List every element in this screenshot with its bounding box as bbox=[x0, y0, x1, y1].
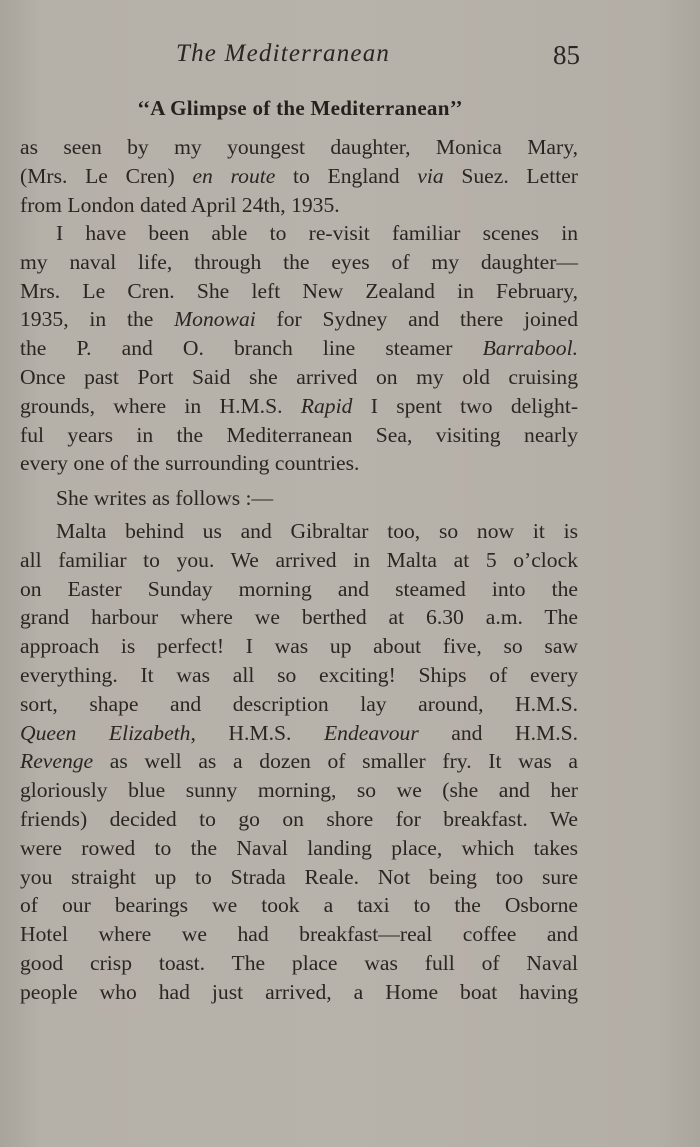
text-line: sort, shape and description lay around, H.M.S. bbox=[20, 691, 578, 716]
text-line: Revenge as well as a dozen of smaller fry. It was a bbox=[20, 749, 578, 774]
text-line: Hotel where we had breakfast—real coffee and bbox=[20, 922, 578, 947]
text-line: on Easter Sunday morning and steamed into the bbox=[20, 576, 578, 601]
text-line: She writes as follows :— bbox=[56, 486, 274, 510]
text-line: of our bearings we took a taxi to the Osborne bbox=[20, 893, 578, 918]
paragraph-lead-in bbox=[20, 484, 578, 513]
text-line: every one of the surrounding countries. bbox=[20, 451, 360, 476]
text-line: as seen by my youngest daughter, Monica Mary, bbox=[20, 135, 578, 159]
text-line: ful years in the Mediterranean Sea, visiting nearly bbox=[20, 422, 578, 447]
text-line: Mrs. Le Cren. She left New Zealand in February, bbox=[20, 278, 578, 303]
text-line: grounds, where in H.M.S. Rapid I spent two delight- bbox=[20, 393, 579, 418]
text-line: I have been able to re-visit familiar scenes in bbox=[56, 221, 578, 245]
text-line: everything. It was all so exciting! Ships of every bbox=[20, 662, 578, 687]
text-line: the P. and O. branch line steamer Barrabool. bbox=[20, 336, 578, 361]
page-number: 85 bbox=[553, 40, 580, 70]
text-line: (Mrs. Le Cren) en route to England via Suez. Letter bbox=[20, 163, 578, 188]
text-line: Once past Port Said she arrived on my old cruising bbox=[20, 364, 578, 389]
paragraph-context bbox=[20, 219, 578, 478]
text-line: my naval life, through the eyes of my daughter— bbox=[20, 249, 578, 274]
running-head bbox=[176, 40, 580, 76]
text-line: were rowed to the Naval landing place, which takes bbox=[20, 835, 578, 860]
paragraph-letter bbox=[20, 517, 578, 1007]
article-title: ‘‘A Glimpse of the Mediterranean’’ bbox=[137, 96, 463, 120]
text-line: all familiar to you. We arrived in Malta at 5 o’clock bbox=[20, 547, 578, 572]
text-line: from London dated April 24th, 1935. bbox=[20, 192, 340, 217]
running-title: The Mediterranean bbox=[176, 40, 391, 67]
text-line: Queen Elizabeth, H.M.S. Endeavour and H.M.S. bbox=[20, 720, 579, 745]
text-line: gloriously blue sunny morning, so we (she and her bbox=[20, 778, 578, 803]
text-line: approach is perfect! I was up about five, so saw bbox=[20, 634, 578, 659]
text-line: you straight up to Strada Reale. Not being too sure bbox=[20, 864, 578, 889]
text-line: friends) decided to go on shore for breakfast. We bbox=[20, 806, 578, 831]
text-line: people who had just arrived, a Home boat having bbox=[20, 979, 578, 1004]
text-line: 1935, in the Monowai for Sydney and there joined bbox=[20, 307, 578, 332]
text-line: good crisp toast. The place was full of Naval bbox=[20, 950, 578, 975]
text-line: Malta behind us and Gibraltar too, so now it is bbox=[56, 519, 578, 543]
paragraph-intro bbox=[20, 133, 578, 219]
text-line: grand harbour where we berthed at 6.30 a.m. The bbox=[20, 605, 578, 630]
